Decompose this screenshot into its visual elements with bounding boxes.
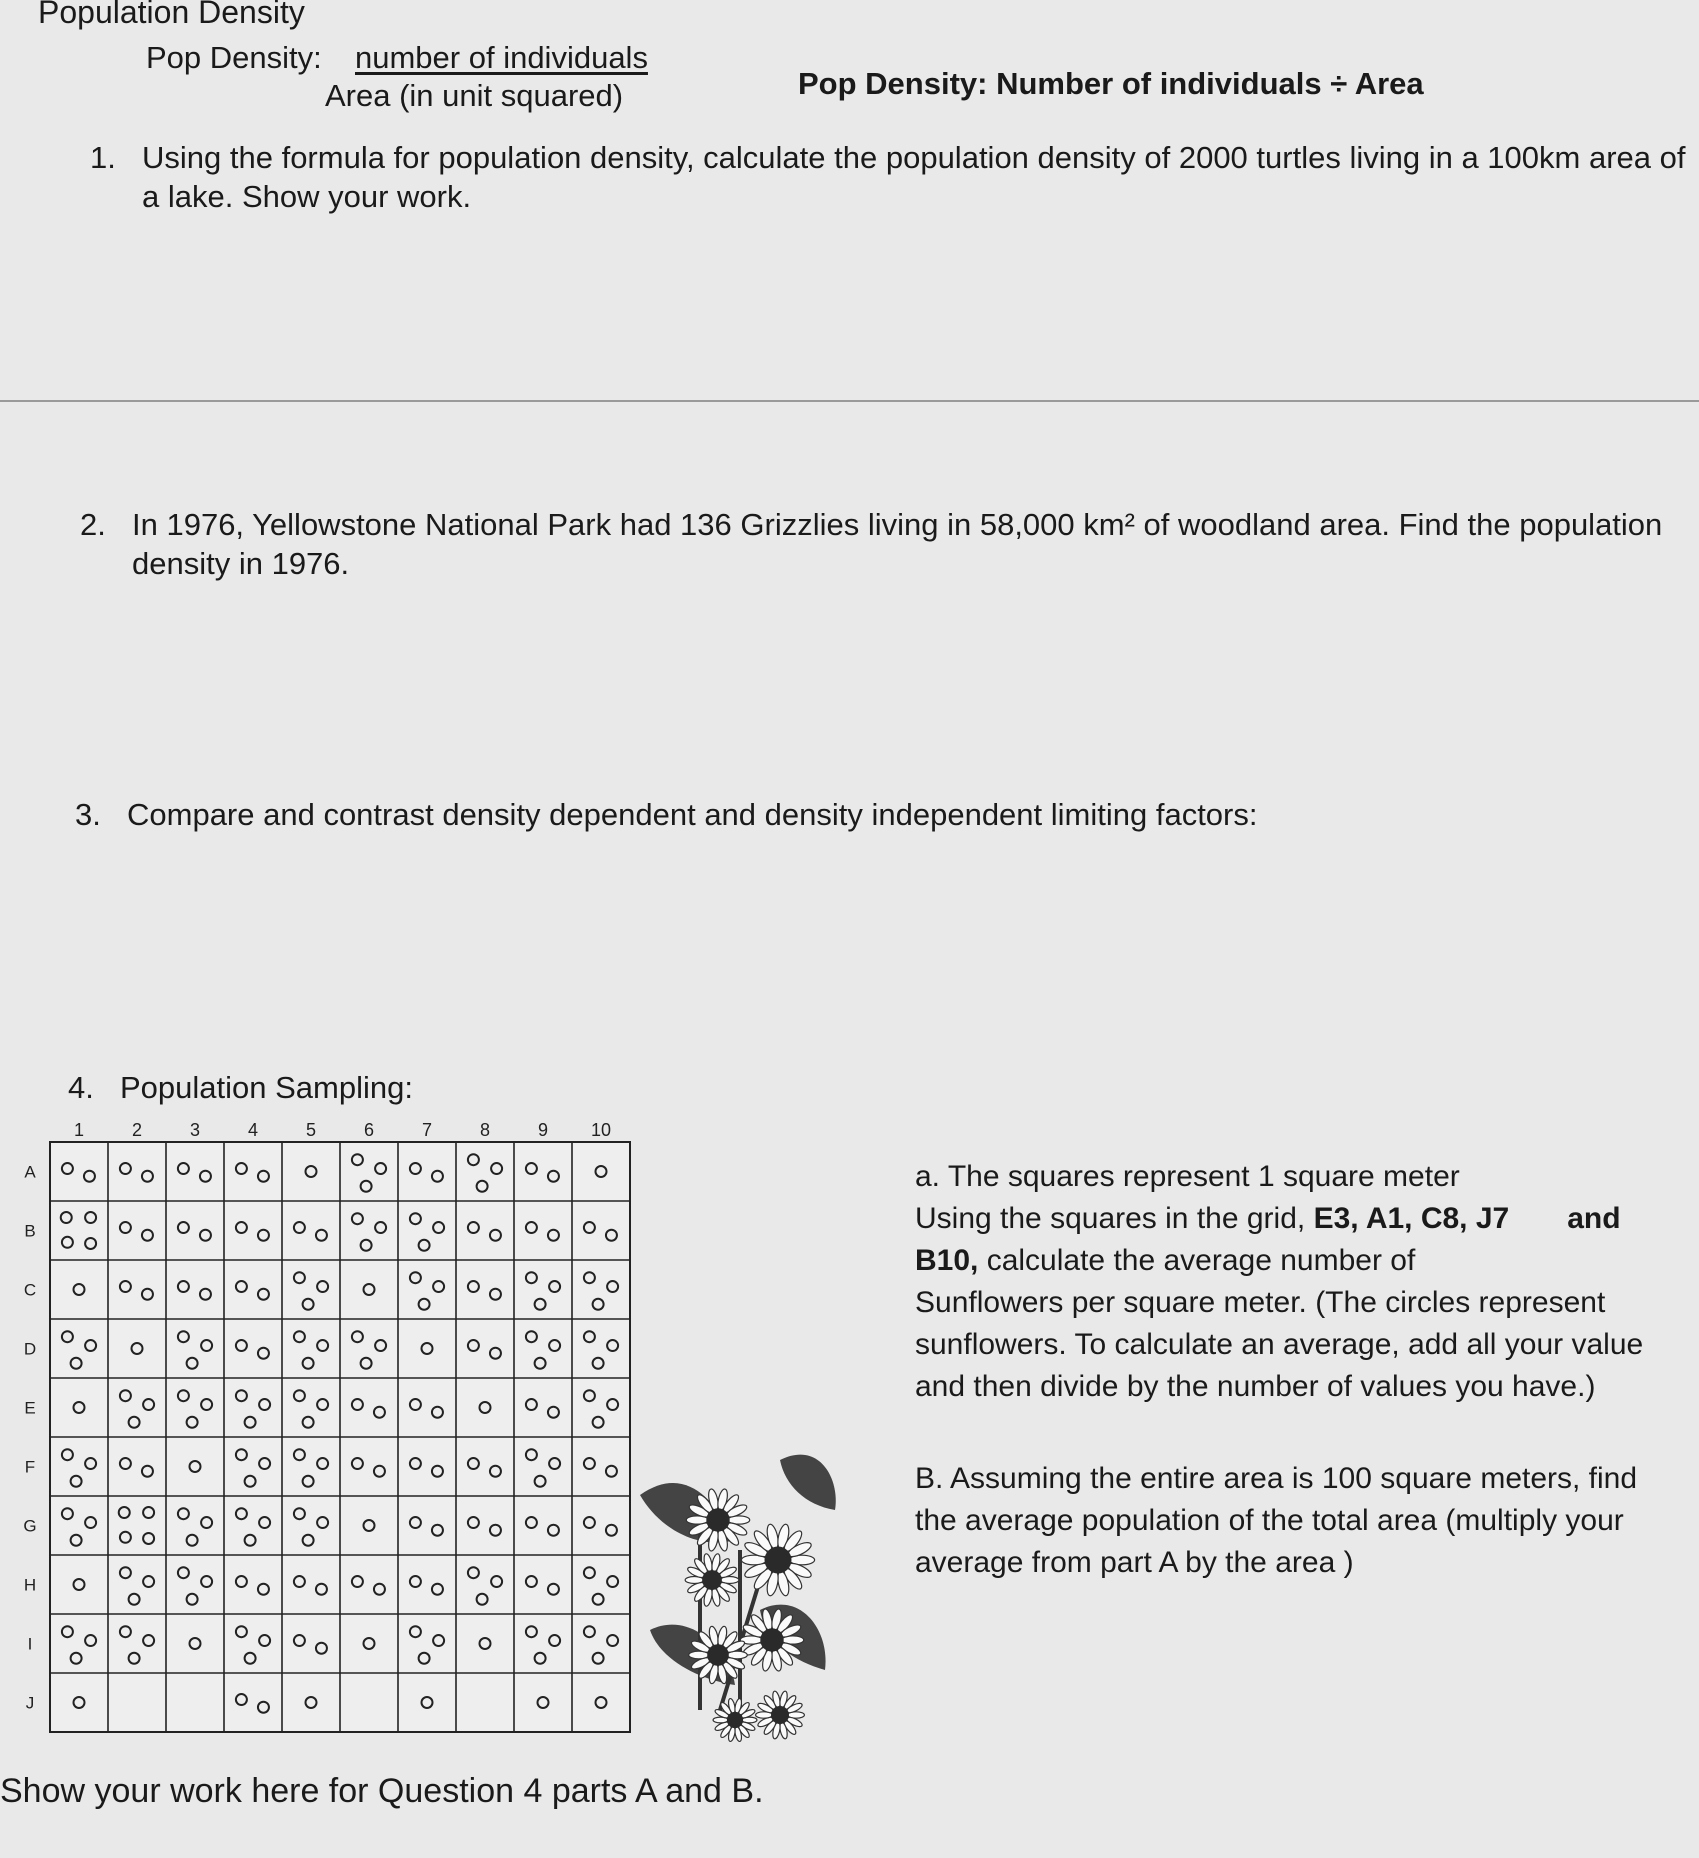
question-2-number: 2. <box>80 507 106 542</box>
part-a-line3 <box>915 1240 1643 1282</box>
question-4-number: 4. <box>68 1070 94 1105</box>
sunflower-center <box>707 1644 729 1666</box>
sampling-grid <box>0 1110 860 1750</box>
footer-instruction: Show your work here for Question 4 parts A and B. <box>0 1772 764 1810</box>
grid-column-label: 6 <box>363 1120 375 1140</box>
formula-label: Pop Density: <box>146 40 322 75</box>
grid-column-label: 2 <box>131 1120 143 1140</box>
formula-numerator: number of individuals <box>355 40 648 75</box>
grid-row-label: G <box>23 1516 37 1536</box>
grid-lines <box>50 1142 630 1732</box>
question-1-line1: Using the formula for population density, calculate the population density of 2000 turtles living in a 100km area of <box>142 140 1686 175</box>
grid-row-label: J <box>25 1693 35 1713</box>
grid-column-label: 5 <box>305 1120 317 1140</box>
part-a-line6: and then divide by the number of values you have.) <box>915 1370 1596 1403</box>
formula-inline: Pop Density: Number of individuals ÷ Area <box>798 66 1424 101</box>
grid-row-label: B <box>24 1221 36 1241</box>
question-2-line1: In 1976, Yellowstone National Park had 136 Grizzlies living in 58,000 km² of woodland area. Find the population <box>132 507 1663 542</box>
sunflower-leaf <box>780 1455 836 1510</box>
sunflower-center <box>760 1628 783 1651</box>
grid-column-label: 1 <box>73 1120 85 1140</box>
question-3-number: 3. <box>75 797 101 832</box>
part-a-line5: sunflowers. To calculate an average, add all your value <box>915 1328 1644 1361</box>
grid-column-label: 9 <box>537 1120 549 1140</box>
question-1 <box>90 138 1690 216</box>
question-4 <box>68 1068 413 1107</box>
grid-row-label: F <box>24 1457 36 1477</box>
sunflower-center <box>765 1547 792 1574</box>
grid-row-label: D <box>23 1339 37 1359</box>
grid-row-label: A <box>24 1162 36 1182</box>
sunflower-center <box>702 1570 722 1590</box>
sunflower-center <box>727 1712 743 1728</box>
question-3 <box>75 795 1258 834</box>
part-a-line2-text: Using the squares in the grid, <box>915 1202 1314 1235</box>
grid-column-label: 7 <box>421 1120 433 1140</box>
page-title: Population Density <box>38 0 305 30</box>
grid-column-label: 3 <box>189 1120 201 1140</box>
grid-row-label: H <box>23 1575 37 1595</box>
sunflower-center <box>771 1706 789 1724</box>
sunflower-center <box>706 1508 729 1531</box>
grid-column-label: 4 <box>247 1120 259 1140</box>
grid-column-label: 10 <box>590 1120 612 1140</box>
part-a-line2 <box>915 1198 1643 1240</box>
grid-row-label: E <box>24 1398 36 1418</box>
question-1-line2: a lake. Show your work. <box>142 179 472 214</box>
sunflower-illustration <box>640 1455 836 1742</box>
part-b-line1: B. Assuming the entire area is 100 square meters, find <box>915 1462 1638 1495</box>
formula-denominator: Area (in unit squared) <box>325 78 624 113</box>
part-a-squares: E3, A1, C8, J7 <box>1313 1202 1510 1235</box>
part-b-text <box>915 1458 1637 1584</box>
part-b-line2: the average population of the total area (multiply your <box>915 1504 1624 1537</box>
grid-column-label: 8 <box>479 1120 491 1140</box>
question-3-text: Compare and contrast density dependent and density independent limiting factors: <box>127 797 1258 832</box>
grid-row-label: I <box>27 1634 33 1654</box>
question-1-number: 1. <box>90 140 116 175</box>
question-2 <box>80 505 1690 583</box>
grid-row-label: C <box>23 1280 37 1300</box>
part-b-line3: average from part A by the area ) <box>915 1546 1354 1579</box>
question-2-line2: density in 1976. <box>132 546 350 581</box>
part-a-and: and <box>1567 1202 1621 1235</box>
part-a-line3-text: calculate the average number of <box>978 1244 1416 1277</box>
section-divider <box>0 400 1699 402</box>
part-a-text <box>915 1156 1643 1408</box>
part-a-square-b10: B10, <box>915 1244 979 1277</box>
part-a-line1: a. The squares represent 1 square meter <box>915 1160 1460 1193</box>
question-4-text: Population Sampling: <box>120 1070 413 1105</box>
part-a-line4: Sunflowers per square meter. (The circles represent <box>915 1286 1606 1319</box>
